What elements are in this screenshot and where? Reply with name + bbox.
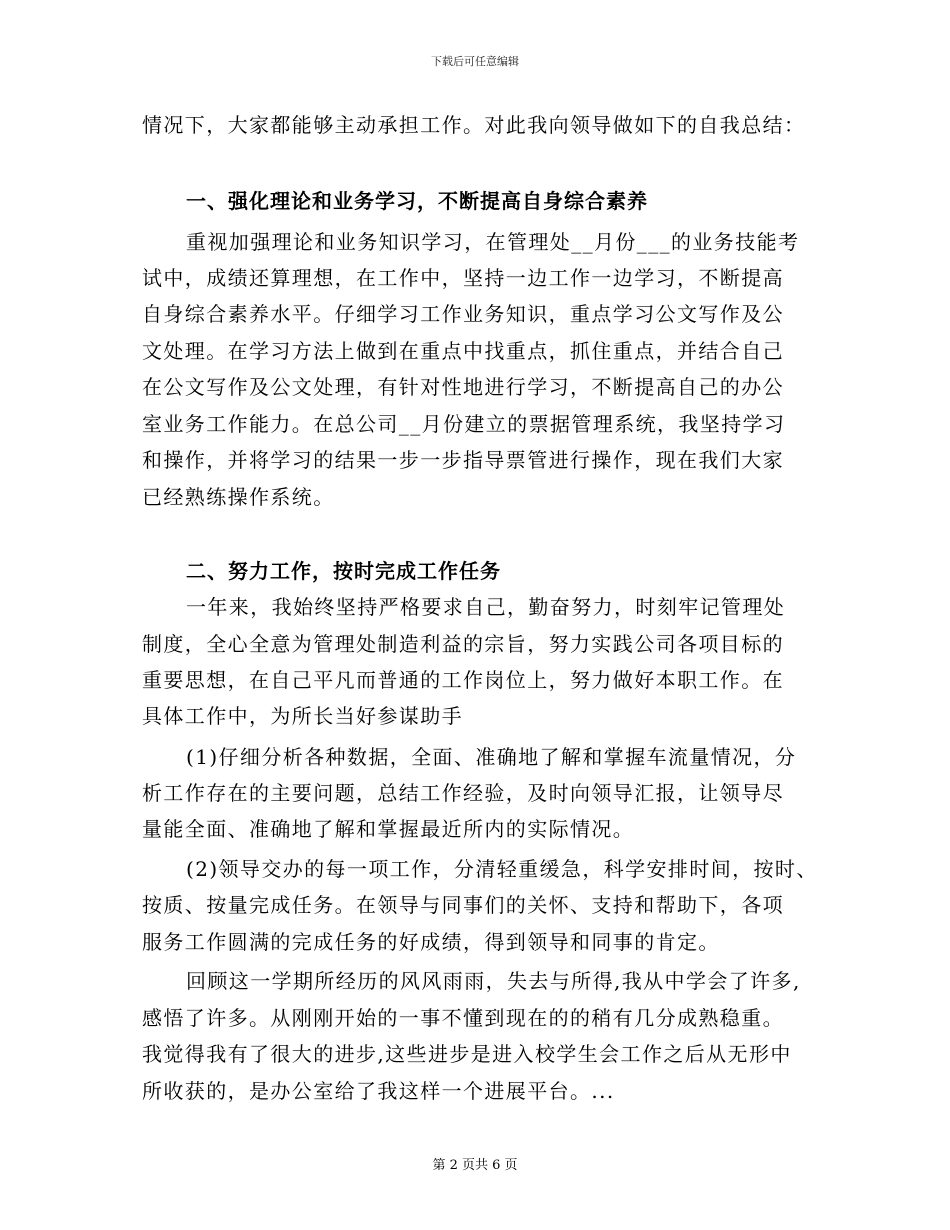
text-line: (1)仔细分析各种数据，全面、准确地了解和掌握车流量情况，分 [186, 745, 797, 769]
text-line: 所收获的，是办公室给了我这样一个进展平台。... [142, 1079, 615, 1103]
text-line: 我觉得我有了很大的进步,这些进步是进入校学生会工作之后从无形中 [142, 1042, 792, 1066]
page-header: 下载后可任意编辑 [431, 55, 519, 68]
text-line: 和操作，并将学习的结果一步一步指导票管进行操作，现在我们大家 [142, 448, 784, 472]
section-heading-2: 二、努力工作，按时完成工作任务 [186, 559, 501, 583]
text-line: 重视加强理论和业务知识学习，在管理处__月份___的业务技能考 [186, 230, 800, 254]
text-line: 室业务工作能力。在总公司__月份建立的票据管理系统，我坚持学习 [142, 412, 786, 436]
text-line: (2)领导交办的每一项工作，分清轻重缓急，科学安排时间，按时、 [186, 857, 818, 881]
text-line: 自身综合素养水平。仔细学习工作业务知识，重点学习公文写作及公 [142, 302, 784, 326]
page-footer: 第 2 页共 6 页 [432, 1158, 518, 1173]
text-line: 重要思想，在自己平凡而普通的工作岗位上，努力做好本职工作。在 [142, 668, 784, 692]
text-line: 试中，成绩还算理想，在工作中，坚持一边工作一边学习，不断提高 [142, 266, 784, 290]
text-line: 在公文写作及公文处理，有针对性地进行学习，不断提高自己的办公 [142, 375, 784, 399]
section-heading-1: 一、强化理论和业务学习，不断提高自身综合素养 [186, 189, 648, 213]
text-line: 已经熟练操作系统。 [142, 485, 335, 509]
text-line: 一年来，我始终坚持严格要求自己，勤奋努力，时刻牢记管理处 [186, 595, 786, 619]
text-line: 回顾这一学期所经历的风风雨雨，失去与所得,我从中学会了许多, [186, 969, 801, 993]
text-line: 服务工作圆满的完成任务的好成绩，得到领导和同事的肯定。 [142, 930, 720, 954]
text-line: 具体工作中，为所长当好参谋助手 [142, 704, 463, 728]
text-line: 文处理。在学习方法上做到在重点中找重点，抓住重点，并结合自己 [142, 339, 784, 363]
text-line: 情况下，大家都能够主动承担工作。对此我向领导做如下的自我总结： [142, 113, 806, 137]
text-line: 按质、按量完成任务。在领导与同事们的关怀、支持和帮助下，各项 [142, 893, 784, 917]
text-line: 感悟了许多。从刚刚开始的一事不懂到现在的的稍有几分成熟稳重。 [142, 1006, 784, 1030]
text-line: 析工作存在的主要问题，总结工作经验，及时向领导汇报，让领导尽 [142, 781, 784, 805]
text-line: 量能全面、准确地了解和掌握最近所内的实际情况。 [142, 817, 635, 841]
text-line: 制度，全心全意为管理处制造利益的宗旨，努力实践公司各项目标的 [142, 632, 784, 656]
